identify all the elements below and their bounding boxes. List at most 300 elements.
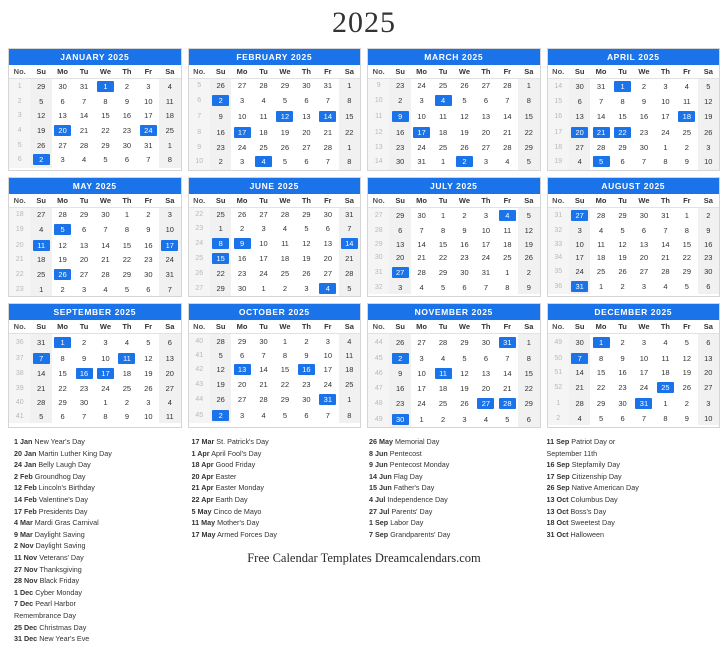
day-cell[interactable]: 6 <box>698 334 719 350</box>
day-cell[interactable]: 14 <box>30 366 51 382</box>
day-cell[interactable]: 15 <box>52 366 73 382</box>
day-cell[interactable]: 30 <box>73 396 94 410</box>
day-cell[interactable]: 20 <box>475 382 496 396</box>
day-cell[interactable]: 7 <box>339 221 360 235</box>
day-cell[interactable]: 24 <box>569 265 590 279</box>
day-cell[interactable]: 3 <box>633 279 654 295</box>
day-cell[interactable]: 30 <box>52 79 73 95</box>
day-cell[interactable] <box>612 124 633 140</box>
day-cell[interactable]: 4 <box>655 279 676 295</box>
day-cell[interactable]: 28 <box>432 334 453 350</box>
day-cell[interactable]: 20 <box>633 251 654 265</box>
day-cell[interactable]: 10 <box>253 235 274 251</box>
day-cell[interactable]: 2 <box>389 93 410 109</box>
day-cell[interactable]: 7 <box>317 93 338 109</box>
day-cell[interactable]: 30 <box>231 281 252 297</box>
day-cell[interactable]: 12 <box>138 350 159 366</box>
day-cell[interactable]: 19 <box>274 124 295 140</box>
day-cell[interactable]: 19 <box>210 378 231 392</box>
day-cell[interactable]: 4 <box>411 281 432 295</box>
day-cell[interactable]: 7 <box>497 93 518 109</box>
day-cell[interactable]: 22 <box>590 380 611 396</box>
day-cell[interactable]: 31 <box>411 154 432 170</box>
day-cell[interactable]: 23 <box>138 253 159 267</box>
day-cell[interactable]: 14 <box>655 237 676 251</box>
day-cell[interactable]: 14 <box>253 362 274 378</box>
day-cell[interactable]: 12 <box>30 109 51 123</box>
day-cell[interactable]: 29 <box>231 334 252 348</box>
day-cell[interactable]: 3 <box>411 350 432 366</box>
day-cell[interactable]: 3 <box>159 207 180 221</box>
day-cell[interactable]: 2 <box>138 207 159 221</box>
day-cell[interactable]: 5 <box>210 348 231 362</box>
day-cell[interactable]: 31 <box>138 138 159 152</box>
day-cell[interactable]: 21 <box>30 382 51 396</box>
day-cell[interactable]: 5 <box>432 281 453 295</box>
day-cell[interactable]: 17 <box>317 362 338 378</box>
day-cell[interactable]: 2 <box>612 334 633 350</box>
day-cell[interactable]: 20 <box>475 124 496 140</box>
day-cell[interactable] <box>231 362 252 378</box>
day-cell[interactable]: 26 <box>296 267 317 281</box>
day-cell[interactable]: 6 <box>475 93 496 109</box>
day-cell[interactable]: 30 <box>95 207 116 221</box>
day-cell[interactable]: 5 <box>30 409 51 423</box>
day-cell[interactable]: 28 <box>210 334 231 348</box>
day-cell[interactable]: 20 <box>73 253 94 267</box>
day-cell[interactable]: 17 <box>633 366 654 380</box>
day-cell[interactable]: 2 <box>432 411 453 427</box>
day-cell[interactable] <box>411 124 432 140</box>
day-cell[interactable]: 25 <box>30 267 51 283</box>
day-cell[interactable]: 22 <box>676 251 697 265</box>
day-cell[interactable]: 11 <box>274 235 295 251</box>
day-cell[interactable]: 16 <box>389 124 410 140</box>
day-cell[interactable]: 31 <box>30 334 51 350</box>
day-cell[interactable]: 7 <box>633 154 654 170</box>
day-cell[interactable]: 8 <box>274 348 295 362</box>
day-cell[interactable]: 1 <box>590 279 611 295</box>
day-cell[interactable]: 14 <box>73 109 94 123</box>
day-cell[interactable]: 5 <box>30 95 51 109</box>
day-cell[interactable]: 12 <box>698 95 719 109</box>
day-cell[interactable]: 3 <box>569 223 590 237</box>
day-cell[interactable] <box>210 251 231 267</box>
day-cell[interactable] <box>339 235 360 251</box>
day-cell[interactable]: 23 <box>389 140 410 154</box>
day-cell[interactable] <box>317 281 338 297</box>
day-cell[interactable]: 1 <box>339 79 360 93</box>
day-cell[interactable]: 5 <box>116 283 137 297</box>
day-cell[interactable]: 4 <box>30 221 51 237</box>
day-cell[interactable]: 26 <box>210 79 231 93</box>
day-cell[interactable]: 30 <box>454 265 475 281</box>
day-cell[interactable]: 17 <box>475 237 496 251</box>
day-cell[interactable]: 22 <box>518 382 539 396</box>
day-cell[interactable]: 7 <box>497 350 518 366</box>
day-cell[interactable]: 4 <box>159 79 180 95</box>
day-cell[interactable]: 11 <box>497 223 518 237</box>
day-cell[interactable]: 6 <box>569 95 590 109</box>
day-cell[interactable]: 16 <box>389 382 410 396</box>
day-cell[interactable] <box>389 350 410 366</box>
day-cell[interactable]: 29 <box>432 265 453 281</box>
day-cell[interactable]: 22 <box>518 124 539 140</box>
day-cell[interactable]: 29 <box>116 267 137 283</box>
day-cell[interactable]: 14 <box>590 109 611 125</box>
day-cell[interactable]: 5 <box>612 223 633 237</box>
day-cell[interactable]: 28 <box>497 140 518 154</box>
day-cell[interactable]: 5 <box>454 350 475 366</box>
day-cell[interactable] <box>296 362 317 378</box>
day-cell[interactable]: 8 <box>52 350 73 366</box>
day-cell[interactable]: 12 <box>52 237 73 253</box>
day-cell[interactable]: 22 <box>274 378 295 392</box>
day-cell[interactable]: 28 <box>95 267 116 283</box>
day-cell[interactable]: 7 <box>590 95 611 109</box>
day-cell[interactable]: 16 <box>116 109 137 123</box>
day-cell[interactable]: 9 <box>698 223 719 237</box>
day-cell[interactable] <box>52 221 73 237</box>
day-cell[interactable]: 28 <box>569 396 590 412</box>
day-cell[interactable]: 25 <box>116 382 137 396</box>
day-cell[interactable]: 10 <box>317 348 338 362</box>
day-cell[interactable]: 5 <box>698 79 719 95</box>
day-cell[interactable]: 8 <box>159 152 180 168</box>
day-cell[interactable]: 22 <box>52 382 73 396</box>
day-cell[interactable]: 13 <box>159 350 180 366</box>
day-cell[interactable]: 6 <box>317 221 338 235</box>
day-cell[interactable]: 7 <box>138 152 159 168</box>
day-cell[interactable]: 24 <box>655 124 676 140</box>
day-cell[interactable]: 30 <box>475 334 496 350</box>
day-cell[interactable]: 30 <box>296 79 317 93</box>
day-cell[interactable]: 29 <box>590 396 611 412</box>
day-cell[interactable]: 31 <box>590 79 611 95</box>
day-cell[interactable]: 12 <box>210 362 231 378</box>
day-cell[interactable]: 27 <box>73 267 94 283</box>
day-cell[interactable]: 27 <box>159 382 180 396</box>
day-cell[interactable]: 6 <box>518 411 539 427</box>
day-cell[interactable]: 31 <box>655 207 676 223</box>
day-cell[interactable]: 29 <box>274 392 295 408</box>
day-cell[interactable]: 10 <box>411 366 432 382</box>
day-cell[interactable]: 23 <box>698 251 719 265</box>
day-cell[interactable]: 29 <box>676 265 697 279</box>
day-cell[interactable]: 13 <box>73 237 94 253</box>
day-cell[interactable]: 26 <box>30 138 51 152</box>
day-cell[interactable]: 4 <box>655 334 676 350</box>
day-cell[interactable]: 15 <box>676 237 697 251</box>
day-cell[interactable]: 3 <box>475 207 496 223</box>
day-cell[interactable]: 8 <box>518 350 539 366</box>
day-cell[interactable] <box>389 109 410 125</box>
day-cell[interactable]: 15 <box>432 237 453 251</box>
day-cell[interactable]: 9 <box>612 350 633 366</box>
day-cell[interactable]: 16 <box>231 251 252 267</box>
day-cell[interactable]: 20 <box>317 251 338 267</box>
day-cell[interactable]: 4 <box>432 350 453 366</box>
day-cell[interactable]: 27 <box>317 267 338 281</box>
day-cell[interactable]: 26 <box>389 334 410 350</box>
day-cell[interactable]: 30 <box>569 79 590 95</box>
day-cell[interactable]: 6 <box>454 281 475 295</box>
day-cell[interactable]: 30 <box>138 267 159 283</box>
day-cell[interactable]: 23 <box>116 122 137 138</box>
day-cell[interactable]: 28 <box>274 207 295 221</box>
day-cell[interactable]: 26 <box>454 396 475 412</box>
day-cell[interactable]: 8 <box>590 350 611 366</box>
day-cell[interactable]: 28 <box>253 79 274 93</box>
day-cell[interactable] <box>389 265 410 281</box>
day-cell[interactable]: 17 <box>569 251 590 265</box>
day-cell[interactable]: 19 <box>698 109 719 125</box>
day-cell[interactable] <box>52 122 73 138</box>
day-cell[interactable]: 27 <box>52 138 73 152</box>
day-cell[interactable]: 15 <box>95 109 116 123</box>
day-cell[interactable]: 4 <box>569 154 590 170</box>
day-cell[interactable]: 24 <box>475 251 496 265</box>
day-cell[interactable]: 24 <box>411 140 432 154</box>
day-cell[interactable]: 27 <box>411 334 432 350</box>
day-cell[interactable]: 27 <box>569 140 590 154</box>
day-cell[interactable]: 1 <box>274 334 295 348</box>
day-cell[interactable]: 13 <box>317 235 338 251</box>
day-cell[interactable]: 29 <box>30 79 51 95</box>
day-cell[interactable]: 29 <box>296 207 317 221</box>
day-cell[interactable]: 1 <box>518 79 539 93</box>
day-cell[interactable]: 16 <box>612 366 633 380</box>
day-cell[interactable]: 8 <box>655 154 676 170</box>
day-cell[interactable] <box>655 380 676 396</box>
day-cell[interactable]: 6 <box>612 411 633 425</box>
day-cell[interactable]: 2 <box>274 281 295 297</box>
day-cell[interactable]: 23 <box>389 396 410 412</box>
day-cell[interactable]: 14 <box>95 237 116 253</box>
day-cell[interactable]: 21 <box>253 378 274 392</box>
day-cell[interactable] <box>432 366 453 382</box>
day-cell[interactable] <box>454 154 475 170</box>
day-cell[interactable]: 29 <box>95 138 116 152</box>
day-cell[interactable]: 19 <box>454 124 475 140</box>
day-cell[interactable]: 18 <box>30 253 51 267</box>
day-cell[interactable]: 28 <box>317 140 338 154</box>
day-cell[interactable]: 18 <box>159 109 180 123</box>
day-cell[interactable]: 23 <box>612 380 633 396</box>
day-cell[interactable]: 2 <box>116 79 137 95</box>
day-cell[interactable]: 28 <box>30 396 51 410</box>
day-cell[interactable]: 2 <box>676 396 697 412</box>
day-cell[interactable]: 3 <box>52 152 73 168</box>
day-cell[interactable]: 19 <box>296 251 317 267</box>
day-cell[interactable]: 20 <box>296 124 317 140</box>
day-cell[interactable]: 6 <box>296 407 317 423</box>
day-cell[interactable]: 8 <box>339 154 360 170</box>
day-cell[interactable] <box>317 392 338 408</box>
day-cell[interactable] <box>30 237 51 253</box>
day-cell[interactable]: 22 <box>95 122 116 138</box>
day-cell[interactable]: 2 <box>454 207 475 223</box>
day-cell[interactable]: 26 <box>454 140 475 154</box>
day-cell[interactable]: 30 <box>698 265 719 279</box>
day-cell[interactable] <box>317 109 338 125</box>
day-cell[interactable]: 18 <box>655 366 676 380</box>
day-cell[interactable]: 6 <box>296 154 317 170</box>
day-cell[interactable] <box>590 154 611 170</box>
day-cell[interactable]: 25 <box>339 378 360 392</box>
day-cell[interactable]: 3 <box>296 281 317 297</box>
day-cell[interactable]: 16 <box>138 237 159 253</box>
day-cell[interactable] <box>253 154 274 170</box>
day-cell[interactable]: 6 <box>633 223 654 237</box>
day-cell[interactable] <box>95 79 116 95</box>
day-cell[interactable]: 6 <box>612 154 633 170</box>
day-cell[interactable]: 30 <box>253 334 274 348</box>
day-cell[interactable]: 21 <box>497 382 518 396</box>
day-cell[interactable]: 5 <box>274 93 295 109</box>
day-cell[interactable]: 7 <box>159 283 180 297</box>
day-cell[interactable]: 23 <box>210 140 231 154</box>
day-cell[interactable]: 14 <box>411 237 432 251</box>
day-cell[interactable]: 19 <box>612 251 633 265</box>
day-cell[interactable] <box>52 267 73 283</box>
day-cell[interactable]: 2 <box>518 265 539 281</box>
day-cell[interactable]: 1 <box>497 265 518 281</box>
day-cell[interactable]: 9 <box>454 223 475 237</box>
day-cell[interactable] <box>52 334 73 350</box>
day-cell[interactable]: 25 <box>590 265 611 279</box>
day-cell[interactable]: 3 <box>411 93 432 109</box>
day-cell[interactable]: 11 <box>253 109 274 125</box>
day-cell[interactable]: 4 <box>475 411 496 427</box>
day-cell[interactable]: 2 <box>296 334 317 348</box>
day-cell[interactable]: 13 <box>698 350 719 366</box>
day-cell[interactable]: 17 <box>138 109 159 123</box>
day-cell[interactable]: 18 <box>497 237 518 251</box>
day-cell[interactable]: 13 <box>52 109 73 123</box>
day-cell[interactable]: 7 <box>475 281 496 295</box>
day-cell[interactable]: 1 <box>655 140 676 154</box>
day-cell[interactable]: 4 <box>569 411 590 425</box>
day-cell[interactable]: 11 <box>590 237 611 251</box>
day-cell[interactable]: 1 <box>339 140 360 154</box>
day-cell[interactable]: 18 <box>253 124 274 140</box>
day-cell[interactable]: 2 <box>52 283 73 297</box>
day-cell[interactable]: 7 <box>655 223 676 237</box>
day-cell[interactable]: 30 <box>569 334 590 350</box>
day-cell[interactable]: 12 <box>296 235 317 251</box>
day-cell[interactable]: 25 <box>676 124 697 140</box>
day-cell[interactable]: 4 <box>590 223 611 237</box>
day-cell[interactable]: 5 <box>518 207 539 223</box>
day-cell[interactable]: 20 <box>698 366 719 380</box>
day-cell[interactable]: 3 <box>73 283 94 297</box>
day-cell[interactable]: 6 <box>52 95 73 109</box>
day-cell[interactable]: 18 <box>274 251 295 267</box>
day-cell[interactable]: 20 <box>231 378 252 392</box>
day-cell[interactable]: 27 <box>475 79 496 93</box>
day-cell[interactable]: 22 <box>116 253 137 267</box>
day-cell[interactable]: 22 <box>210 267 231 281</box>
day-cell[interactable]: 9 <box>138 221 159 237</box>
day-cell[interactable]: 24 <box>159 253 180 267</box>
day-cell[interactable]: 26 <box>210 392 231 408</box>
day-cell[interactable]: 24 <box>253 267 274 281</box>
day-cell[interactable]: 8 <box>339 93 360 109</box>
day-cell[interactable]: 25 <box>253 140 274 154</box>
day-cell[interactable]: 28 <box>52 207 73 221</box>
day-cell[interactable] <box>210 235 231 251</box>
day-cell[interactable] <box>497 207 518 223</box>
day-cell[interactable]: 23 <box>633 124 654 140</box>
day-cell[interactable]: 12 <box>454 109 475 125</box>
day-cell[interactable]: 3 <box>138 79 159 95</box>
day-cell[interactable]: 31 <box>317 79 338 93</box>
day-cell[interactable] <box>138 122 159 138</box>
day-cell[interactable]: 2 <box>231 221 252 235</box>
day-cell[interactable] <box>475 396 496 412</box>
day-cell[interactable]: 5 <box>296 221 317 235</box>
day-cell[interactable]: 8 <box>655 411 676 425</box>
day-cell[interactable]: 16 <box>454 237 475 251</box>
day-cell[interactable]: 20 <box>389 251 410 265</box>
day-cell[interactable]: 9 <box>633 95 654 109</box>
day-cell[interactable]: 3 <box>698 396 719 412</box>
day-cell[interactable]: 29 <box>454 334 475 350</box>
day-cell[interactable]: 10 <box>138 95 159 109</box>
day-cell[interactable]: 7 <box>411 223 432 237</box>
day-cell[interactable]: 1 <box>411 411 432 427</box>
day-cell[interactable]: 4 <box>116 334 137 350</box>
day-cell[interactable]: 13 <box>633 237 654 251</box>
day-cell[interactable]: 27 <box>253 207 274 221</box>
day-cell[interactable]: 5 <box>339 281 360 297</box>
day-cell[interactable]: 1 <box>432 207 453 223</box>
day-cell[interactable]: 16 <box>633 109 654 125</box>
day-cell[interactable]: 10 <box>655 95 676 109</box>
day-cell[interactable]: 28 <box>73 138 94 152</box>
day-cell[interactable]: 23 <box>231 267 252 281</box>
day-cell[interactable]: 29 <box>210 281 231 297</box>
day-cell[interactable]: 3 <box>231 154 252 170</box>
day-cell[interactable]: 9 <box>296 348 317 362</box>
day-cell[interactable]: 6 <box>698 279 719 295</box>
day-cell[interactable]: 6 <box>52 409 73 423</box>
day-cell[interactable]: 4 <box>676 79 697 95</box>
day-cell[interactable]: 8 <box>116 221 137 237</box>
day-cell[interactable]: 21 <box>411 251 432 265</box>
day-cell[interactable]: 22 <box>339 124 360 140</box>
day-cell[interactable]: 28 <box>590 207 611 223</box>
day-cell[interactable]: 30 <box>317 207 338 221</box>
day-cell[interactable]: 29 <box>52 396 73 410</box>
day-cell[interactable]: 3 <box>231 93 252 109</box>
day-cell[interactable]: 21 <box>73 122 94 138</box>
day-cell[interactable]: 3 <box>655 79 676 95</box>
day-cell[interactable]: 31 <box>159 267 180 283</box>
day-cell[interactable]: 8 <box>518 93 539 109</box>
day-cell[interactable]: 25 <box>274 267 295 281</box>
day-cell[interactable]: 6 <box>389 223 410 237</box>
day-cell[interactable]: 8 <box>432 223 453 237</box>
day-cell[interactable]: 27 <box>296 140 317 154</box>
day-cell[interactable]: 4 <box>274 221 295 235</box>
day-cell[interactable]: 16 <box>698 237 719 251</box>
day-cell[interactable] <box>231 124 252 140</box>
day-cell[interactable]: 19 <box>676 366 697 380</box>
day-cell[interactable]: 1 <box>95 396 116 410</box>
day-cell[interactable]: 4 <box>159 396 180 410</box>
